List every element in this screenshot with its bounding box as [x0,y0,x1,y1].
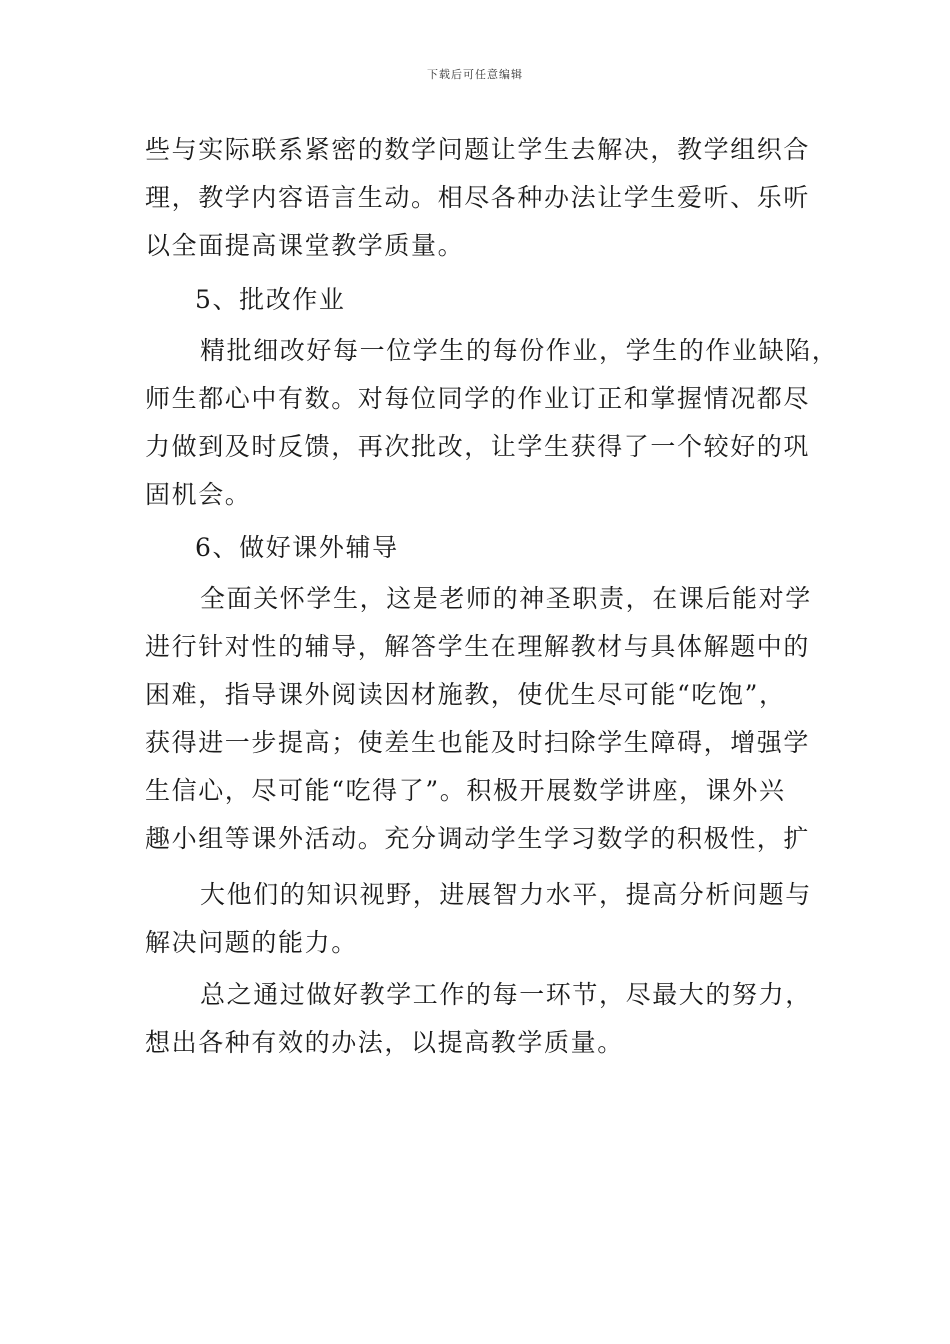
text-line: 理，教学内容语言生动。相尽各种办法让学生爱听、乐听 [145,183,811,212]
text-line: 固机会。 [145,480,252,509]
text-line: 解决问题的能力。 [145,928,358,957]
text-line: 困难，指导课外阅读因材施教，使优生尽可能“吃饱”， [145,680,786,709]
text-line: 进行针对性的辅导，解答学生在理解教材与具体解题中的 [145,632,811,661]
text-line: 大他们的知识视野，进展智力水平，提高分析问题与 [200,880,812,909]
text-line: 力做到及时反馈，再次批改，让学生获得了一个较好的巩 [145,432,811,461]
text-line: 全面关怀学生，这是老师的神圣职责，在课后能对学 [200,584,812,613]
text-line: 生信心，尽可能“吃得了”。积极开展数学讲座，课外兴 [145,776,786,805]
text-line: 师生都心中有数。对每位同学的作业订正和掌握情况都尽 [145,384,811,413]
text-line: 获得进一步提高；使差生也能及时扫除学生障碍，增强学 [145,728,811,757]
text-line: 想出各种有效的办法，以提高教学质量。 [145,1028,624,1057]
text-line: 总之通过做好教学工作的每一环节，尽最大的努力， [200,980,812,1009]
page-header-note: 下载后可任意编辑 [427,68,523,81]
text-line: 以全面提高课堂教学质量。 [145,231,465,260]
section-heading: 5、批改作业 [195,285,346,314]
text-line: 精批细改好每一位学生的每份作业，学生的作业缺陷， [200,336,839,365]
section-heading: 6、做好课外辅导 [195,533,399,562]
text-line: 趣小组等课外活动。充分调动学生学习数学的积极性，扩 [145,824,811,853]
text-line: 些与实际联系紧密的数学问题让学生去解决，教学组织合 [145,135,811,164]
